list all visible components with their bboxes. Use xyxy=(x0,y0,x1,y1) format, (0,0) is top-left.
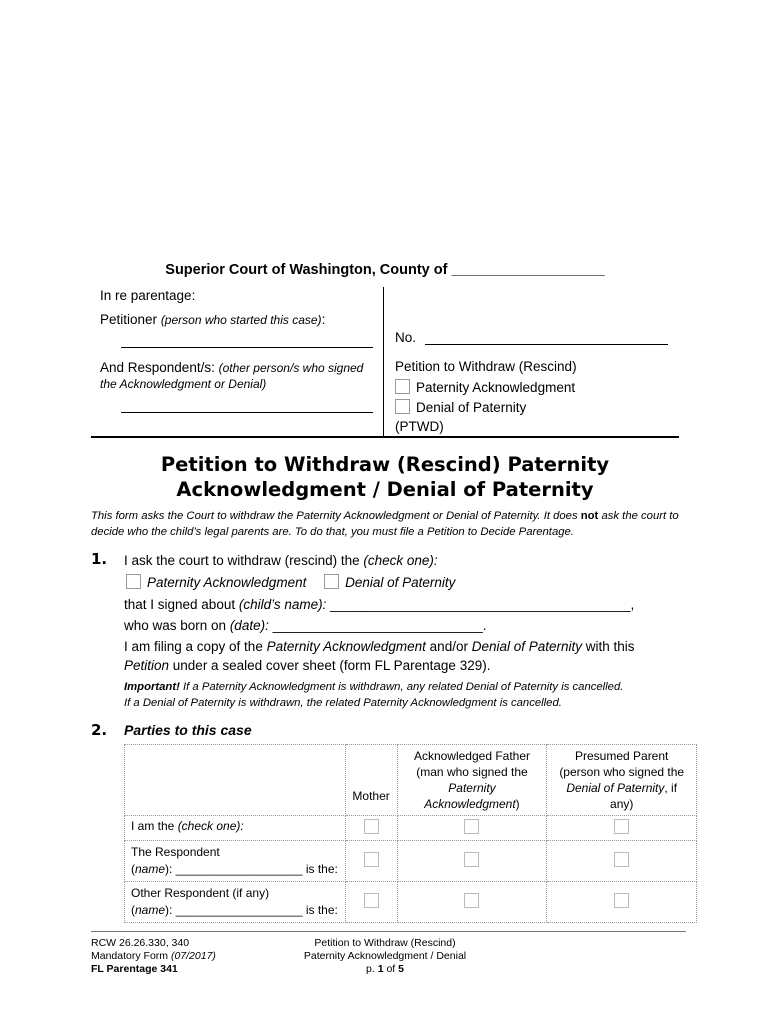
footer-center-subtitle: Paternity Acknowledgment / Denial xyxy=(303,950,467,962)
caption-divider xyxy=(383,287,384,437)
birth-date-prefix: who was born on xyxy=(124,618,230,633)
section-1-options xyxy=(126,573,455,592)
important-text-1: If a Paternity Acknowledgment is withdrawn, any related Denial of Paternity is cancelled. xyxy=(179,681,624,693)
row-respondent-label xyxy=(125,841,346,882)
parties-header-blank xyxy=(125,745,346,816)
row-respondent-text: The Respondent xyxy=(131,845,220,859)
child-name-blank[interactable]: ________________________________________, xyxy=(326,597,635,612)
petitioner-label-text: Petitioner xyxy=(100,312,158,327)
col-presumed-3: Denial of Paternity xyxy=(566,781,665,795)
footer-mandatory-text: Mandatory Form xyxy=(91,950,171,962)
footer-mandatory xyxy=(91,950,216,963)
denial-checkbox[interactable] xyxy=(395,399,410,414)
col-father-4: ) xyxy=(515,797,520,811)
row-respondent-rest[interactable]: ): ___________________ is the: xyxy=(165,862,338,876)
section-1-ask-text: I ask the court to withdraw (rescind) the xyxy=(124,553,364,568)
respondent-label-text: And Respondent/s: xyxy=(100,360,215,375)
row-self-label xyxy=(125,816,346,841)
respondent-presumed-checkbox[interactable] xyxy=(614,852,629,867)
case-number-line[interactable] xyxy=(425,344,668,345)
row-self-text: I am the xyxy=(131,819,178,833)
col-father-3: Paternity Acknowledgment xyxy=(424,781,516,811)
important-note xyxy=(124,679,694,711)
title-line-2: Acknowledgment / Denial of Paternity xyxy=(176,478,594,501)
row-respondent-mother-cell xyxy=(345,841,397,882)
petition-label: Petition to Withdraw (Rescind) xyxy=(395,359,577,374)
title-line-1: Petition to Withdraw (Rescind) Paternity xyxy=(160,453,610,476)
col-presumed-2: (person who signed the xyxy=(559,765,685,779)
col-father-2: (man who signed the xyxy=(416,765,528,779)
row-other-text: Other Respondent (if any) xyxy=(131,886,270,900)
respondent-father-checkbox[interactable] xyxy=(464,852,479,867)
self-mother-checkbox[interactable] xyxy=(364,819,379,834)
filing-ack: Paternity Acknowledgment xyxy=(266,639,426,654)
intro-bold: not xyxy=(580,510,599,522)
parties-header-row xyxy=(125,745,697,816)
row-self-hint: (check one): xyxy=(177,819,244,833)
petitioner-name-line[interactable] xyxy=(121,347,373,348)
birth-date-blank[interactable]: ____________________________. xyxy=(268,618,487,633)
footer-form-id: FL Parentage 341 xyxy=(91,963,178,975)
row-other-presumed-cell xyxy=(547,882,697,923)
row-self-presumed-cell xyxy=(547,816,697,841)
child-name-prefix: that I signed about xyxy=(124,597,239,612)
row-other-rest[interactable]: ): ___________________ is the: xyxy=(165,903,338,917)
table-row xyxy=(125,882,697,923)
col-father-1: Acknowledged Father xyxy=(413,749,531,763)
caption-option-denial xyxy=(395,399,526,415)
col-presumed-4: , if any) xyxy=(610,781,678,811)
petitioner-hint: (person who started this case) xyxy=(160,313,322,327)
row-respondent-father-cell xyxy=(397,841,547,882)
row-other-name-hint: name xyxy=(135,903,166,917)
section-1-ask-hint: (check one): xyxy=(363,553,438,568)
col-presumed-1: Presumed Parent xyxy=(574,749,669,763)
page-title xyxy=(0,452,770,502)
row-other-open: ( xyxy=(131,903,135,917)
row-self-mother-cell xyxy=(345,816,397,841)
section-1-number: 1. xyxy=(91,550,108,568)
intro-text xyxy=(91,508,681,540)
page-prefix: p. xyxy=(366,963,378,975)
section-1-ack-checkbox[interactable] xyxy=(126,574,141,589)
page-current: 1 xyxy=(377,963,384,975)
row-other-mother-cell xyxy=(345,882,397,923)
in-re-label: In re parentage: xyxy=(100,288,196,303)
self-presumed-checkbox[interactable] xyxy=(614,819,629,834)
caption-option-denial-label: Denial of Paternity xyxy=(416,400,527,415)
respondent-label xyxy=(100,360,363,375)
footer-center-title: Petition to Withdraw (Rescind) xyxy=(314,937,456,949)
respondent-hint-1: (other person/s who signed xyxy=(218,361,364,375)
filing-text-1: I am filing a copy of the xyxy=(124,639,267,654)
filing-statement xyxy=(124,637,684,675)
intro-part-1: This form asks the Court to withdraw the Paternity Acknowledgment or Denial of Paternity. It does xyxy=(91,510,581,522)
section-1-ask xyxy=(124,551,438,570)
section-2-heading: Parties to this case xyxy=(124,722,252,738)
filing-text-3: with this xyxy=(582,639,635,654)
col-mother: Mother xyxy=(345,745,397,816)
filing-denial: Denial of Paternity xyxy=(471,639,583,654)
parties-table xyxy=(124,744,697,923)
caption-rule xyxy=(91,436,679,438)
respondent-hint-2: the Acknowledgment or Denial) xyxy=(100,377,267,391)
petitioner-colon: : xyxy=(321,312,326,327)
row-respondent-presumed-cell xyxy=(547,841,697,882)
other-mother-checkbox[interactable] xyxy=(364,893,379,908)
footer-left xyxy=(91,937,216,976)
birth-date-line[interactable] xyxy=(124,616,487,635)
row-self-father-cell xyxy=(397,816,547,841)
case-number-label: No. xyxy=(395,330,417,345)
child-name-line[interactable] xyxy=(124,595,634,614)
page-total: 5 xyxy=(398,963,404,975)
col-presumed xyxy=(547,745,697,816)
footer-rcw: RCW 26.26.330, 340 xyxy=(91,937,190,949)
important-label: Important! xyxy=(124,681,180,693)
filing-text-4: under a sealed cover sheet (form FL Parentage 329). xyxy=(169,658,491,673)
footer-center xyxy=(270,937,500,976)
court-title: Superior Court of Washington, County of ___________________ xyxy=(165,262,605,278)
row-other-father-cell xyxy=(397,882,547,923)
filing-petition: Petition xyxy=(124,658,170,673)
child-name-hint: (child’s name): xyxy=(238,597,327,612)
self-father-checkbox[interactable] xyxy=(464,819,479,834)
petitioner-label xyxy=(100,312,325,327)
section-1-denial-checkbox[interactable] xyxy=(324,574,339,589)
section-1-ack-label: Paternity Acknowledgment xyxy=(147,575,307,590)
footer-rule xyxy=(91,931,686,932)
footer-mandatory-date: (07/2017) xyxy=(170,950,216,962)
caption-option-ack xyxy=(395,379,575,395)
section-1-denial-label: Denial of Paternity xyxy=(345,575,456,590)
row-other-label xyxy=(125,882,346,923)
footer-page-number xyxy=(270,963,500,976)
table-row xyxy=(125,816,697,841)
filing-text-2: and/or xyxy=(425,639,472,654)
ack-checkbox[interactable] xyxy=(395,379,410,394)
other-presumed-checkbox[interactable] xyxy=(614,893,629,908)
row-respondent-open: ( xyxy=(131,862,135,876)
respondent-mother-checkbox[interactable] xyxy=(364,852,379,867)
row-respondent-name-hint: name xyxy=(135,862,166,876)
caption-option-ack-label: Paternity Acknowledgment xyxy=(416,380,576,395)
page-of: of xyxy=(383,963,399,975)
intro-part-2: ask the court to decide who the child’s legal parents are. To do that, you must file a Petition to Decide Parentage. xyxy=(91,510,679,538)
section-2-number: 2. xyxy=(91,721,108,739)
other-father-checkbox[interactable] xyxy=(464,893,479,908)
form-code: (PTWD) xyxy=(395,419,444,434)
respondent-name-line[interactable] xyxy=(121,412,373,413)
table-row xyxy=(125,841,697,882)
birth-date-hint: (date): xyxy=(229,618,269,633)
col-father xyxy=(397,745,547,816)
important-text-2: If a Denial of Paternity is withdrawn, the related Paternity Acknowledgment is cancelled. xyxy=(124,697,562,709)
